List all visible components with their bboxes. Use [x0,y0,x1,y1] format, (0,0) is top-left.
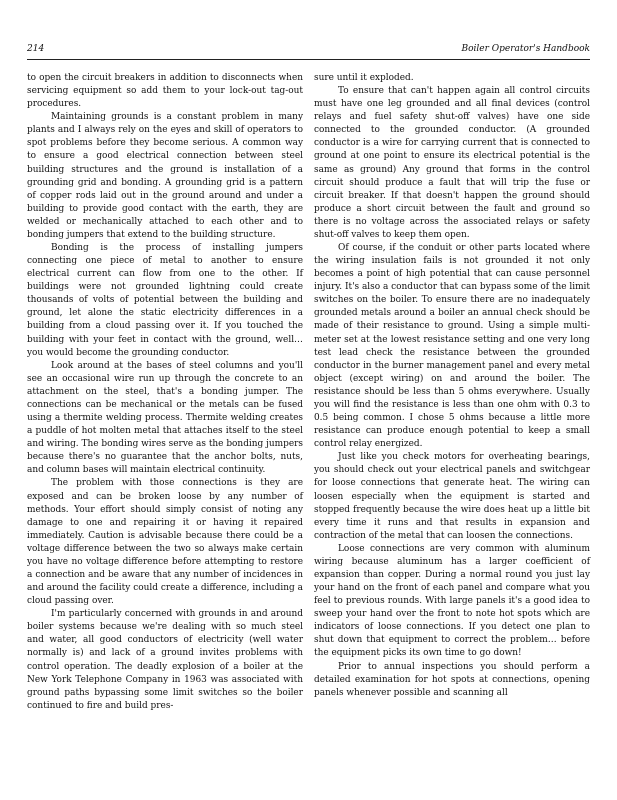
paragraph: Just like you check motors for overheating bearings, you should check out your electrical panels and switchgear for loose connections that generate heat. The wiring can loosen especially when the equipment is started and stopped frequently because the wire does heat up a little bit every time it runs and that results in expansion and contraction of the metal that can loosen the connections. [314,452,590,541]
running-header [27,44,590,58]
book-title: Boiler Operator's Handbook [461,44,590,54]
paragraph: Bonding is the process of installing jumpers connecting one piece of metal to another to ensure electrical current can flow from one to the other. If buildings were not grounded lightning could create thousands of volts of potential between the building and ground, let alone the static electricity differences in a building from a cloud passing over it. If you touched the building with your feet in contact with the ground, well… you would become the grounding conductor. [27,243,303,358]
header-rule [27,59,590,60]
paragraph: Maintaining grounds is a constant problem in many plants and I always rely on the eyes and skill of operators to spot problems before they become serious. A common way to ensure a good electrical connection between steel building structures and the ground is installation of a grounding grid and bonding. A grounding grid is a pattern of copper rods laid out in the ground around and under a building to provide good contact with the earth, they are welded or mechanically attached to each other and to bonding jumpers that extend to the building structure. [27,112,303,240]
paragraph: Prior to annual inspections you should perform a detailed examination for hot spots at connections, opening panels whenever possible and scanning all [314,661,590,698]
left-column [27,72,303,713]
paragraph: The problem with those connections is they are exposed and can be broken loose by any number of methods. Your effort should simply consist of noting any damage to one and repairing it or having it repaired immediately. Caution is advisable because there could be a voltage difference between the two so always make certain you have no voltage difference before attempting to restore a connection and be aware that any number of incidences in and around the facility could create a difference, including a cloud passing over. [27,478,303,607]
paragraph: to open the circuit breakers in addition to disconnects when servicing equipment so add them to your lock-out tag-out procedures. [27,73,303,110]
paragraph: Look around at the bases of steel columns and you'll see an occasional wire run up through the concrete to an attachment on the steel, that's a bonding jumper. The connections can be mechanical or the metals can be fused using a thermite welding process. Thermite welding creates a puddle of hot molten metal that attaches itself to the steel and wiring. The bonding wires serve as the bonding jumpers because there's no guarantee that the anchor bolts, nuts, and column bases will maintain electrical continuity. [27,360,303,476]
paragraph: sure until it exploded. [314,73,414,83]
paragraph: I'm particularly concerned with grounds in and around boiler systems because we're dealing with so much steel and water, all good conductors of electricity (well water normally is) and lack of a ground invites problems with control operation. The deadly explosion of a boiler at the New York Telephone Company in 1963 was associated with ground paths bypassing some limit switches so the boiler continued to fire and build pres- [27,609,303,711]
right-column [314,72,590,700]
paragraph: To ensure that can't happen again all control circuits must have one leg grounded and all final devices (control relays and fuel safety shut-off valves) have one side connected to the grounded conductor. (A grounded conductor is a wire for carrying current that is connected to ground at one point to ensure its electrical potential is the same as ground) Any ground that forms in the control circuit should produce a fault that will trip the fuse or circuit breaker. If that doesn't happen the ground should produce a short circuit between the fault and ground so there is no voltage across the associated relays or safety shut-off valves to keep them open. [314,86,590,240]
paragraph: Of course, if the conduit or other parts located where the wiring insulation fails is not grounded it not only becomes a point of high potential that can cause personnel injury. It's also a conductor that can bypass some of the limit switches on the boiler. To ensure there are no inadequately grounded metals around a boiler an annual check should be made of their resistance to ground. Using a simple multi-meter set at the lowest resistance setting and one very long test lead check the resistance between the grounded conductor in the burner management panel and every metal object (except wiring) on and around the boiler. The resistance should be less than 5 ohms everywhere. Usually you will find the resistance is less than one ohm with 0.3 to 0.5 being common. I chose 5 ohms because a little more resistance can produce enough potential to keep a small control relay energized. [314,243,590,450]
page-number: 214 [27,44,45,54]
paragraph: Loose connections are very common with aluminum wiring because aluminum has a larger coefficient of expansion than copper. During a normal round you just lay your hand on the front of each panel and compare what you feel to previous rounds. With large panels it's a good idea to sweep your hand over the front to note hot spots which are indicators of loose connections. If you detect one plan to shut down that equipment to correct the problem… before the equipment picks its own time to go down! [314,543,590,659]
